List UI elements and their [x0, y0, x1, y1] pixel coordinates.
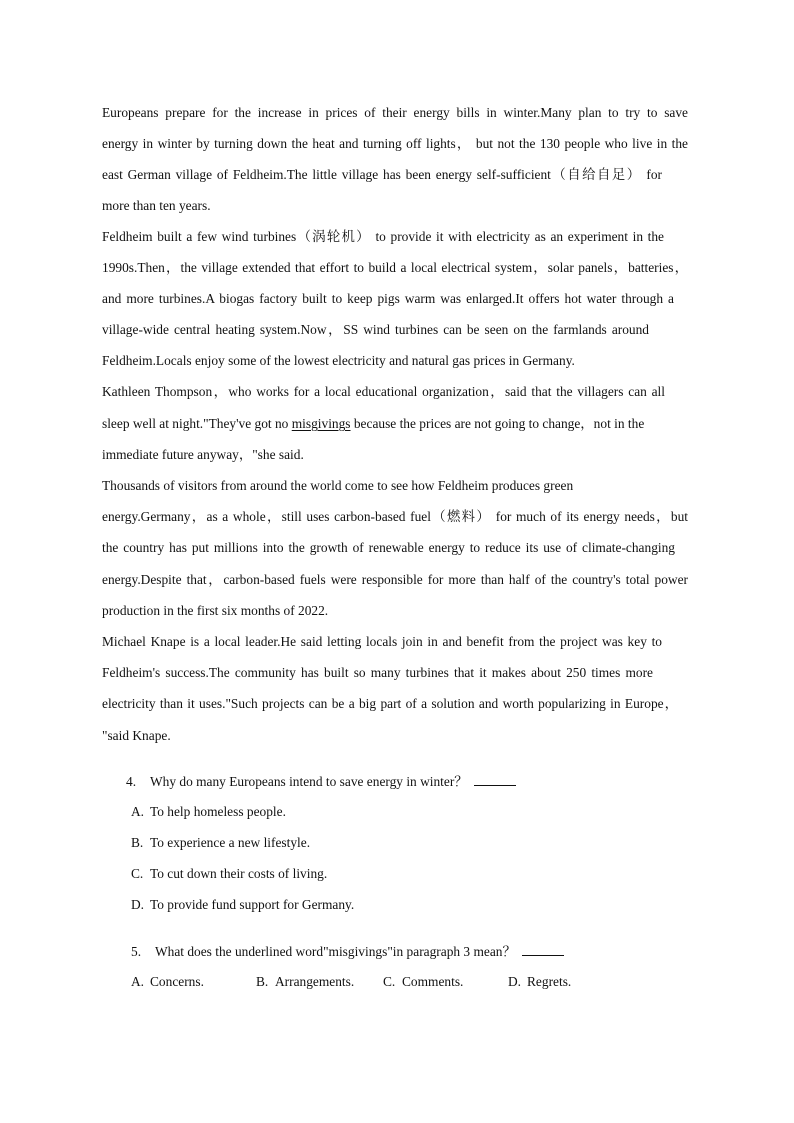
answer-blank[interactable]	[474, 773, 516, 786]
passage-line: energy in winter by turning down the heat and turning off lights， but not the 130 people who live in the	[102, 136, 688, 151]
question-number: 4.	[126, 774, 137, 789]
option-letter: C.	[383, 974, 396, 989]
passage-line: electricity than it uses."Such projects can be a big part of a solution and worth popularizing in Europe，	[102, 696, 678, 711]
question-text: Why do many Europeans intend to save energy in winter？	[150, 774, 468, 789]
option-text: To help homeless people.	[150, 804, 286, 819]
passage-line: Feldheim's success.The community has built so many turbines that it makes about 250 times more	[102, 665, 653, 680]
question-4	[126, 773, 516, 788]
passage-line: Thousands of visitors from around the world come to see how Feldheim produces green	[102, 478, 574, 493]
option-letter: A.	[131, 974, 145, 989]
question-5	[131, 943, 564, 958]
passage-line: more than ten years.	[102, 198, 211, 213]
option-d	[508, 975, 571, 988]
option-letter: B.	[256, 974, 269, 989]
option-a	[131, 805, 286, 818]
option-b	[131, 836, 310, 849]
question-text: What does the underlined word"misgivings"in paragraph 3 mean？	[155, 944, 516, 959]
passage-line: production in the first six months of 2022.	[102, 603, 329, 618]
option-c	[383, 975, 463, 988]
option-letter: B.	[131, 835, 144, 850]
option-a	[131, 975, 204, 988]
passage-line: Europeans prepare for the increase in prices of their energy bills in winter.Many plan to try to save	[102, 105, 688, 120]
passage-line: and more turbines.A biogas factory built to keep pigs warm was enlarged.It offers hot water through a	[102, 291, 674, 306]
passage-line: Kathleen Thompson，who works for a local educational organization，said that the villagers can all	[102, 384, 665, 399]
option-text: To cut down their costs of living.	[150, 866, 328, 881]
option-text: To provide fund support for Germany.	[150, 897, 355, 912]
passage-line: immediate future anyway，"she said.	[102, 447, 304, 462]
passage-text: because the prices are not going to change，not in the	[350, 416, 645, 431]
passage-line: east German village of Feldheim.The little village has been energy self-sufficient（自给自足） for	[102, 167, 662, 182]
passage-text: sleep well at night."They've got no	[102, 416, 292, 431]
passage-line: 1990s.Then，the village extended that effort to build a local electrical system，solar panels，batteries，	[102, 260, 688, 275]
underlined-word-misgivings: misgivings	[291, 416, 351, 431]
option-c	[131, 867, 327, 880]
option-text: To experience a new lifestyle.	[150, 835, 311, 850]
option-text: Comments.	[402, 974, 464, 989]
passage-line-with-underline	[102, 417, 644, 430]
option-text: Concerns.	[150, 974, 204, 989]
answer-blank[interactable]	[522, 943, 564, 956]
passage-line: Feldheim.Locals enjoy some of the lowest electricity and natural gas prices in Germany.	[102, 353, 575, 368]
option-d	[131, 898, 354, 911]
option-letter: C.	[131, 866, 144, 881]
passage-line: Feldheim built a few wind turbines（涡轮机） to provide it with electricity as an experiment in the	[102, 229, 664, 244]
question-number: 5.	[131, 944, 142, 959]
passage-line: the country has put millions into the growth of renewable energy to reduce its use of climate-changing	[102, 540, 675, 555]
passage-line: village-wide central heating system.Now，SS wind turbines can be seen on the farmlands around	[102, 322, 649, 337]
option-text: Arrangements.	[275, 974, 355, 989]
option-b	[256, 975, 354, 988]
option-letter: D.	[131, 897, 145, 912]
passage-line: energy.Despite that，carbon-based fuels were responsible for more than half of the country's total power	[102, 572, 688, 587]
option-letter: A.	[131, 804, 145, 819]
option-letter: D.	[508, 974, 522, 989]
passage-line: energy.Germany，as a whole，still uses carbon-based fuel（燃料） for much of its energy needs，but	[102, 509, 688, 524]
option-text: Regrets.	[527, 974, 572, 989]
passage-line: "said Knape.	[102, 728, 171, 743]
passage-line: Michael Knape is a local leader.He said letting locals join in and benefit from the project was key to	[102, 634, 662, 649]
